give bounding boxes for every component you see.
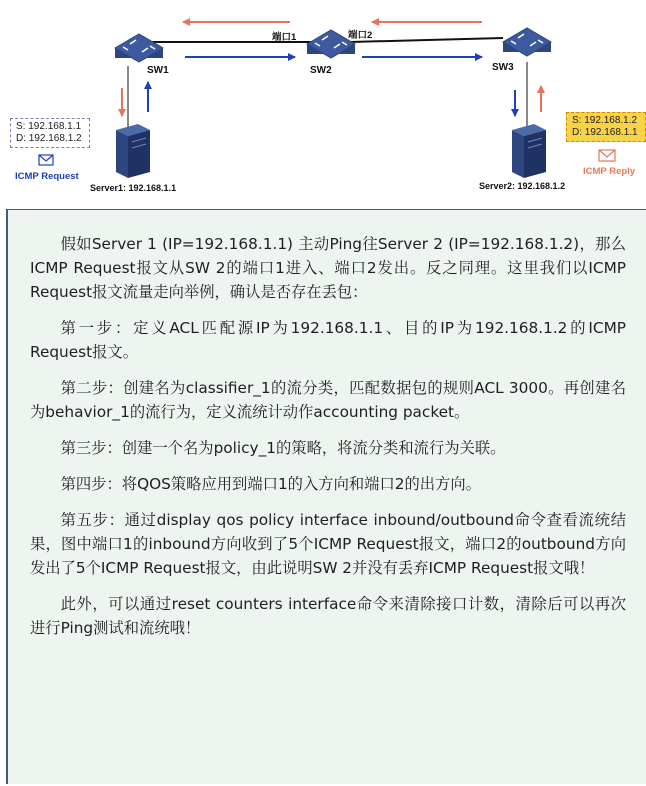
- request-src: S: 192.168.1.1: [16, 121, 82, 132]
- switch-icon: [503, 28, 551, 56]
- link-sw2-sw3: [350, 38, 503, 42]
- paragraph-step-4: 第四步：将QOS策略应用到端口1的入方向和端口2的出方向。: [60, 475, 481, 493]
- sw1-label: SW1: [147, 65, 169, 76]
- reply-dst: D: 192.168.1.1: [572, 127, 638, 138]
- icmp-request-label: ICMP Request: [15, 171, 79, 182]
- reply-src: S: 192.168.1.2: [572, 115, 638, 126]
- paragraph-step-2: 第二步：创建名为classifier_1的流分类，匹配数据包的规则ACL 3000。再创建名为behavior_1的流行为，定义流统计动作accounting packet。: [30, 379, 626, 421]
- sw3-label: SW3: [492, 62, 514, 73]
- sw2-label: SW2: [310, 65, 332, 76]
- envelope-icon: [39, 155, 53, 165]
- server2-label: Server2: 192.168.1.2: [479, 181, 566, 191]
- paragraph-step-5: 第五步：通过display qos policy interface inbound/outbound命令查看流统结果，图中端口1的inbound方向收到了5个ICMP Request报文，端口2的outbound方向发出了5个ICMP Request报文，由此说明SW 2并没有丢弃ICMP Request报文哦！: [30, 511, 626, 577]
- explanation-panel: [6, 209, 646, 784]
- topology-drawing: [0, 0, 646, 205]
- envelope-icon: [599, 150, 615, 161]
- paragraph-step-1: 第一步：定义ACL匹配源IP为192.168.1.1、目的IP为192.168.1.2的ICMP Request报文。: [30, 319, 626, 361]
- server-icon: [512, 124, 546, 178]
- paragraph-footnote: 此外，可以通过reset counters interface命令来清除接口计数，清除后可以再次进行Ping测试和流统哦！: [30, 595, 626, 637]
- paragraph-step-3: 第三步：创建一个名为policy_1的策略，将流分类和流行为关联。: [60, 439, 506, 457]
- port1-label: 端口1: [272, 32, 297, 43]
- paragraph-intro: 假如Server 1 (IP=192.168.1.1) 主动Ping往Server 2 (IP=192.168.1.2)，那么ICMP Request报文从SW 2的端口1进入、端口2发出。反之同理。这里我们以ICMP Request报文流量走向举例，确认是否存在丢包：: [30, 235, 626, 301]
- port2-label: 端口2: [348, 30, 373, 41]
- network-diagram: [0, 0, 646, 205]
- request-dst: D: 192.168.1.2: [16, 133, 82, 144]
- switch-icon: [115, 34, 163, 62]
- server-icon: [116, 124, 150, 178]
- server1-label: Server1: 192.168.1.1: [90, 183, 177, 193]
- icmp-reply-label: ICMP Reply: [583, 166, 636, 177]
- reply-address-box: [566, 112, 646, 142]
- request-address-box: [10, 118, 90, 148]
